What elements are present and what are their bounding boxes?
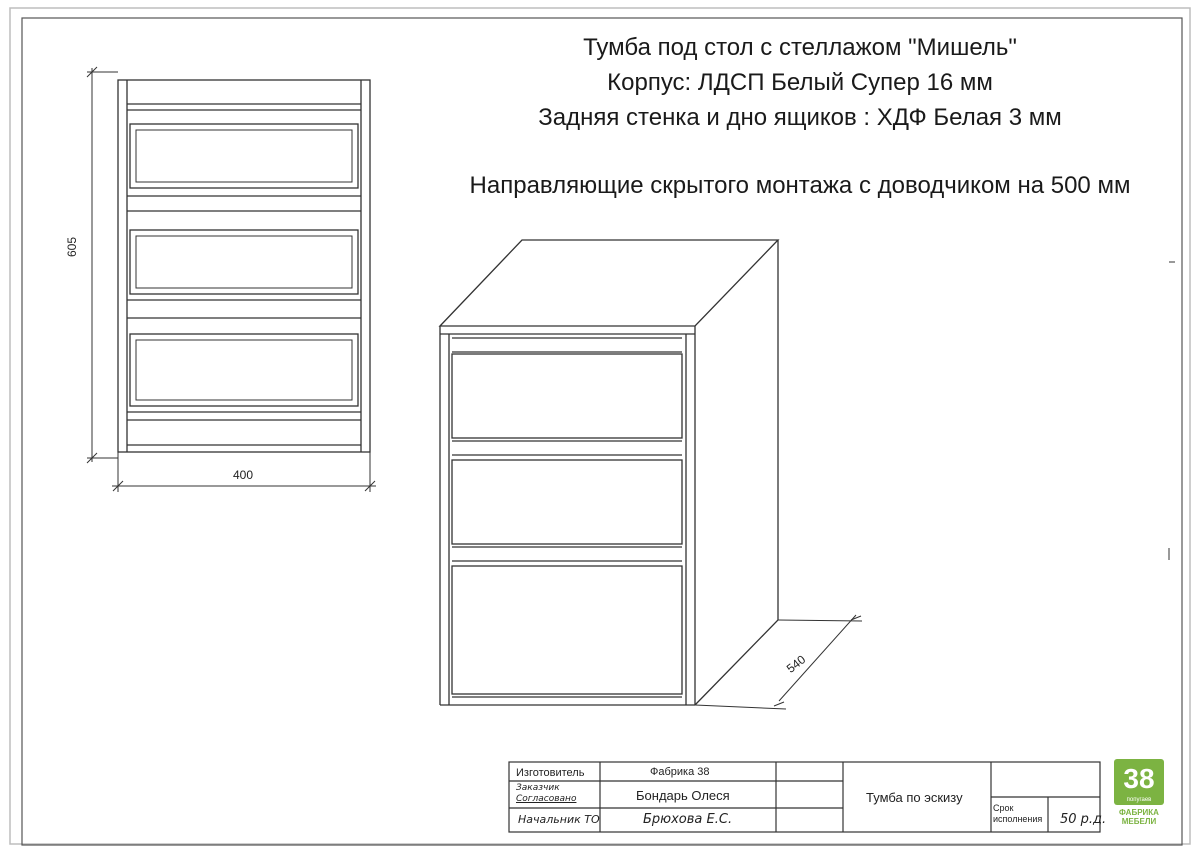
stamp-deadline-label-1: Срок <box>993 803 1014 813</box>
drawing-frame <box>22 18 1182 845</box>
stamp-deadline-value: 50 р.д. <box>1060 812 1107 827</box>
stamp-approved-label: Согласовано <box>516 794 577 804</box>
stamp-head-value: Брюхова Е.С. <box>643 812 733 827</box>
factory-logo <box>1114 759 1164 829</box>
logo-number: 38 <box>1123 763 1155 794</box>
logo-sub: попугаев <box>1126 797 1152 803</box>
guides-note: Направляющие скрытого монтажа с доводчиком на 500 мм <box>469 172 1131 199</box>
title-line-back: Задняя стенка и дно ящиков : ХДФ Белая 3 мм <box>538 104 1062 131</box>
logo-line-2: МЕБЕЛИ <box>1121 817 1157 826</box>
stamp-customer-value: Бондарь Олеся <box>636 788 730 803</box>
title-line-body: Корпус: ЛДСП Белый Супер 16 мм <box>607 69 993 96</box>
stamp-customer-label: Заказчик <box>516 783 560 793</box>
stamp-maker-label: Изготовитель <box>516 767 585 779</box>
title-line-product: Тумба под стол с стеллажом "Мишель" <box>583 34 1017 61</box>
logo-line-1: ФАБРИКА <box>1119 808 1159 817</box>
stamp-deadline-label-2: исполнения <box>993 814 1043 824</box>
front-view <box>118 80 370 452</box>
dimension-height: 605 <box>65 236 80 258</box>
drawing-title <box>440 30 1160 135</box>
dimension-lines-depth <box>695 615 862 709</box>
dimension-depth: 540 <box>783 652 809 676</box>
stamp-product: Тумба по эскизу <box>866 790 963 805</box>
stamp-maker-value: Фабрика 38 <box>650 766 710 778</box>
logo-badge <box>1114 759 1164 805</box>
dimension-width: 400 <box>233 468 254 482</box>
isometric-view <box>440 240 778 705</box>
stamp-head-label: Начальник ТО <box>518 813 600 826</box>
